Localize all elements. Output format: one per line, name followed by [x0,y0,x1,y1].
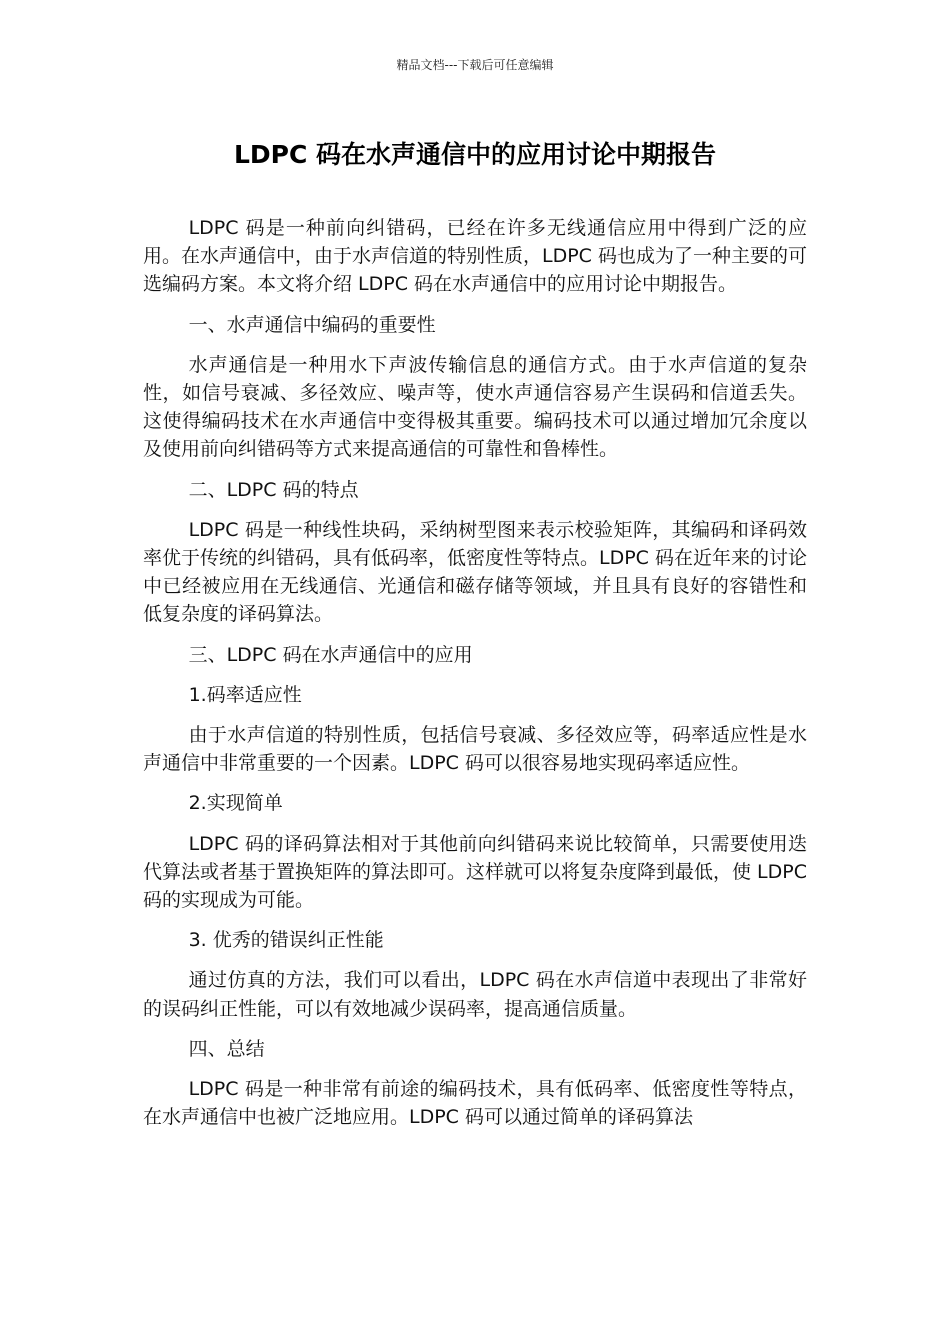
subsection-2-paragraph: LDPC 码的译码算法相对于其他前向纠错码来说比较简单，只需要使用迭代算法或者基于置换矩阵的算法即可。这样就可以将复杂度降到最低，使 LDPC 码的实现成为可能。 [143,832,807,912]
document-body [143,214,807,1143]
section-1-paragraph: 水声通信是一种用水下声波传输信息的通信方式。由于水声信道的复杂性，如信号衰减、多径效应、噪声等，使水声通信容易产生误码和信道丢失。这使得编码技术在水声通信中变得极其重要。编码技术可以通过增加冗余度以及使用前向纠错码等方式来提高通信的可靠性和鲁棒性。 [143,353,807,461]
page-header: 精品文档---下载后可任意编辑 [396,58,554,72]
section-2-paragraph: LDPC 码是一种线性块码，采纳树型图来表示校验矩阵，其编码和译码效率优于传统的纠错码，具有低码率，低密度性等特点。LDPC 码在近年来的讨论中已经被应用在无线通信、光通信和磁存储等领域，并且具有良好的容错性和低复杂度的译码算法。 [143,518,807,626]
section-heading-2: 二、LDPC 码的特点 [188,478,359,501]
section-heading-3: 三、LDPC 码在水声通信中的应用 [188,643,473,666]
subsection-3-paragraph: 通过仿真的方法，我们可以看出，LDPC 码在水声信道中表现出了非常好的误码纠正性能，可以有效地减少误码率，提高通信质量。 [143,969,807,1020]
section-heading-1: 一、水声通信中编码的重要性 [188,313,436,336]
intro-paragraph: LDPC 码是一种前向纠错码，已经在许多无线通信应用中得到广泛的应用。在水声通信中，由于水声信道的特别性质，LDPC 码也成为了一种主要的可选编码方案。本文将介绍 LDPC 码在水声通信中的应用讨论中期报告。 [143,217,807,296]
subsection-1-paragraph: 由于水声信道的特别性质，包括信号衰减、多径效应等，码率适应性是水声通信中非常重要的一个因素。LDPC 码可以很容易地实现码率适应性。 [143,724,807,775]
document-title: LDPC 码在水声通信中的应用讨论中期报告 [233,140,717,169]
subsection-heading-3: 3. 优秀的错误纠正性能 [188,929,384,952]
subsection-heading-1: 1.码率适应性 [188,683,302,706]
section-heading-4: 四、总结 [188,1037,265,1060]
summary-paragraph: LDPC 码是一种非常有前途的编码技术，具有低码率、低密度性等特点，在水声通信中也被广泛地应用。LDPC 码可以通过简单的译码算法 [143,1078,807,1129]
subsection-heading-2: 2.实现简单 [188,792,283,815]
